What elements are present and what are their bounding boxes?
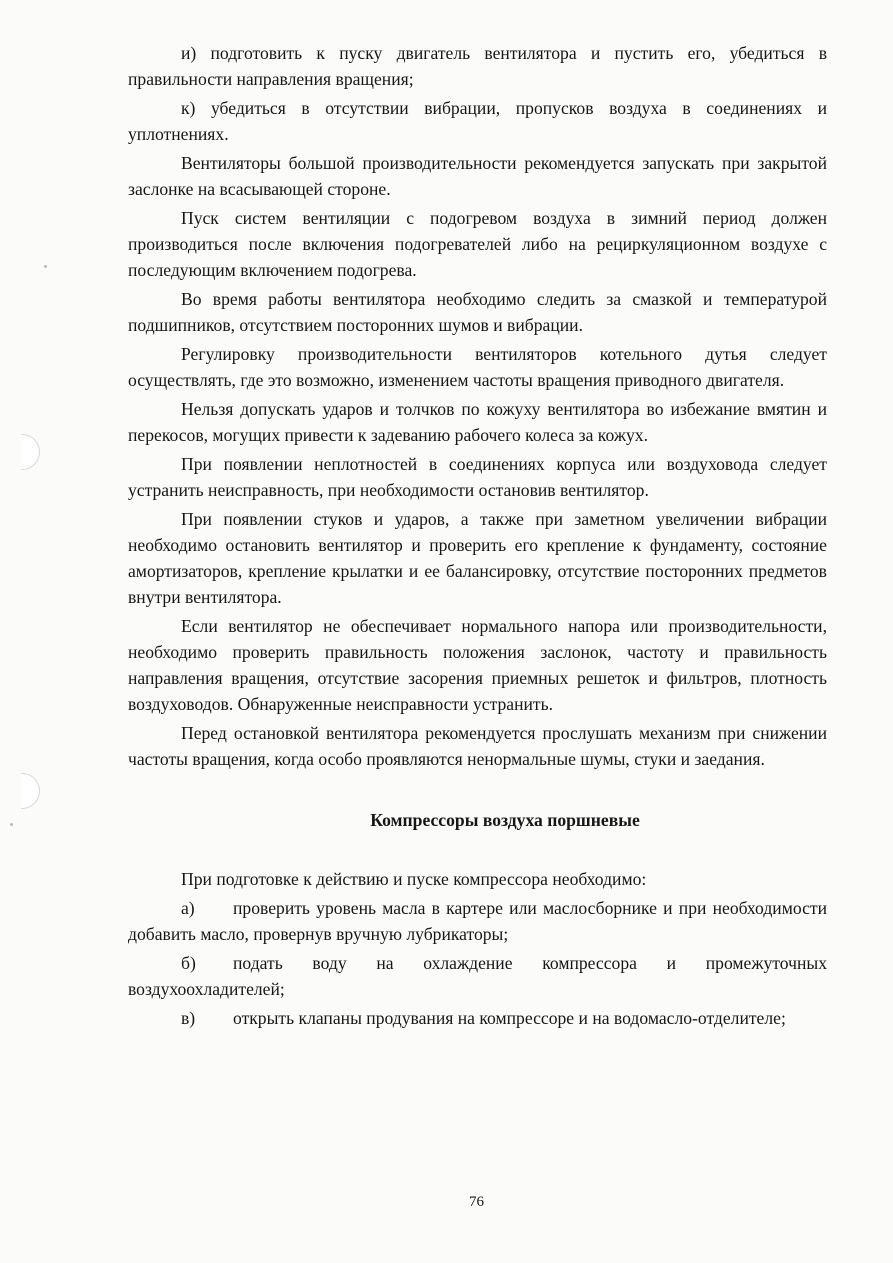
paragraph: и) подготовить к пуску двигатель вентилятора и пустить его, убедиться в правильности направления вращения;: [128, 43, 827, 89]
punch-hole-bottom: [21, 773, 40, 809]
paragraph: Вентиляторы большой производительности рекомендуется запускать при закрытой заслонке на всасывающей стороне.: [128, 153, 827, 199]
page-number: 76: [469, 1194, 484, 1210]
list-item-label: б): [181, 953, 196, 973]
list-item: [128, 950, 827, 1002]
paragraph: При появлении стуков и ударов, а также при заметном увеличении вибрации необходимо остановить вентилятор и проверить его крепление к фундаменту, состояние амортизаторов, крепление крылатки и ее балансировку, отсутствие посторонних предметов внутри вентилятора.: [128, 509, 827, 607]
paragraph: Нельзя допускать ударов и толчков по кожуху вентилятора во избежание вмятин и перекосов, могущих привести к задеванию рабочего колеса за кожух.: [128, 399, 827, 445]
document-page: [128, 40, 827, 1034]
paragraph: Регулировку производительности вентиляторов котельного дутья следует осуществлять, где это возможно, изменением частоты вращения приводного двигателя.: [128, 344, 827, 390]
list-item-label: а): [181, 898, 195, 918]
list-item: [128, 895, 827, 947]
list-item-label: в): [181, 1008, 196, 1028]
section-heading: Компрессоры воздуха поршневые: [370, 810, 640, 830]
scan-speck: [44, 265, 47, 268]
list-item: [128, 1005, 827, 1031]
list-item-text: подать воду на охлаждение компрессора и промежуточных воздухоохладителей;: [128, 953, 827, 999]
intro-paragraph: При подготовке к действию и пуске компрессора необходимо:: [181, 869, 647, 889]
paragraph: При появлении неплотностей в соединениях корпуса или воздуховода следует устранить неисправность, при необходимости остановив вентилятор.: [128, 454, 827, 500]
scan-speck: [10, 823, 13, 826]
paragraph: Пуск систем вентиляции с подогревом воздуха в зимний период должен производиться после включения подогревателей либо на рециркуляционном воздухе с последующим включением подогрева.: [128, 208, 827, 280]
list-item-text: открыть клапаны продувания на компрессоре и на водомасло-отделителе;: [233, 1008, 786, 1028]
paragraph: Если вентилятор не обеспечивает нормального напора или производительности, необходимо проверить правильность положения заслонок, частоту и правильность направления вращения, отсутствие засорения приемных решеток и фильтров, плотность воздуховодов. Обнаруженные неисправности устранить.: [128, 616, 827, 714]
paragraph: Во время работы вентилятора необходимо следить за смазкой и температурой подшипников, отсутствием посторонних шумов и вибрации.: [128, 289, 827, 335]
punch-hole-top: [21, 434, 40, 470]
paragraph: к) убедиться в отсутствии вибрации, пропусков воздуха в соединениях и уплотнениях.: [128, 98, 827, 144]
list-item-text: проверить уровень масла в картере или маслосборнике и при необходимости добавить масло, провернув вручную лубрикаторы;: [128, 898, 827, 944]
paragraph: Перед остановкой вентилятора рекомендуется прослушать механизм при снижении частоты вращения, когда особо проявляются ненормальные шумы, стуки и заедания.: [128, 723, 827, 769]
